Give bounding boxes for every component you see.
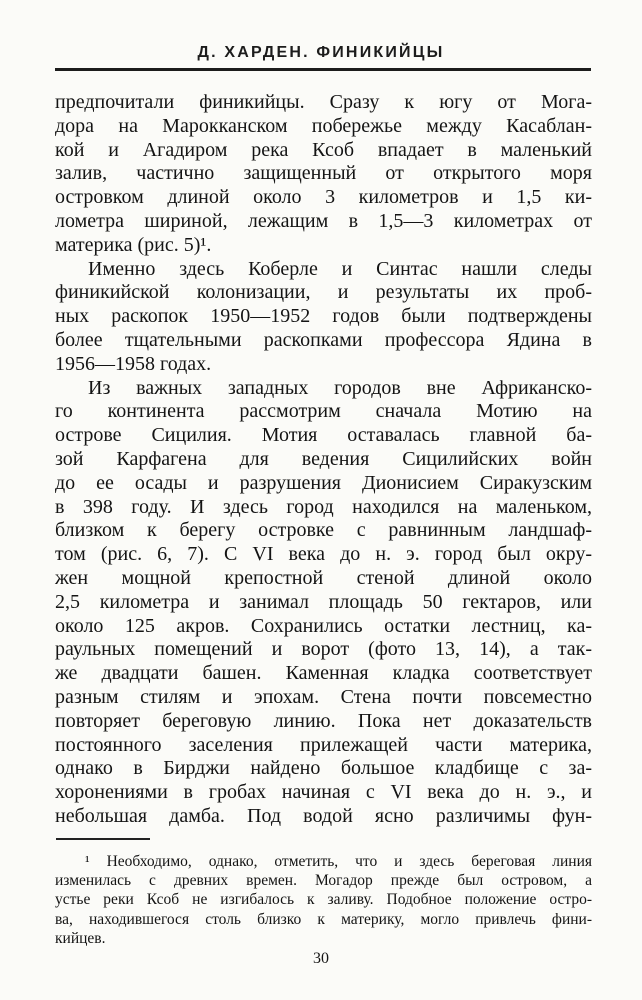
text-line: том (рис. 6, 7). С VI века до н. э. город был окру- [55,543,592,566]
paragraph [55,258,592,377]
text-line: финикийской колонизации, и результаты их проб- [55,281,592,304]
text-line: островком длиной около 3 километров и 1,5 ки- [55,186,592,209]
page-number: 30 [313,950,329,967]
text-line: хоронениями в гробах начиная с VI века до н. э., и [55,781,592,804]
text-line: острове Сицилия. Мотия оставалась главной ба- [55,424,592,447]
text-line: Из важных западных городов вне Африканско- [88,376,592,399]
text-line: до ее осады и разрушения Дионисием Сиракузским [55,471,592,494]
text-line: Именно здесь Коберле и Синтас нашли следы [88,257,592,280]
footnote-line: ва, находившегося столь близко к материку, могло привлечь фини- [55,910,592,928]
footnote-separator [56,838,150,840]
body-text [55,91,592,829]
text-line: однако в Бирджи найдено большое кладбище с за- [55,757,592,780]
text-line: лометра шириной, лежащим в 1,5—3 километрах от [55,209,592,232]
text-line: залив, частично защищенный от открытого моря [55,162,592,185]
text-line: раульных помещений и ворот (фото 13, 14), а так- [55,638,592,661]
text-line: же двадцати башен. Каменная кладка соответствует [55,662,592,685]
text-line: 1956—1958 годах. [55,352,212,375]
text-line: более тщательными раскопками профессора Ядина в [55,328,592,351]
text-line: в 398 году. И здесь город находился на маленьком, [55,495,592,518]
text-line: кой и Агадиром река Ксоб впадает в маленький [55,138,592,161]
text-line: повторяет береговую линию. Пока нет доказательств [55,709,592,732]
text-line: небольшая дамба. Под водой ясно различимы фун- [55,804,592,827]
header-rule [55,68,591,71]
text-line: постоянного заселения прилежащей части материка, [55,733,592,756]
footnote-line: изменилась с древних времен. Могадор прежде был островом, а [55,872,592,890]
paragraph [55,377,592,829]
text-line: ных раскопок 1950—1952 годов были подтверждены [55,305,592,328]
footnote [55,852,592,948]
footnote-line: устье реки Ксоб не изгибалось к заливу. Подобное положение остро- [55,891,592,909]
text-line: дора на Марокканском побережье между Касаблан- [55,114,592,137]
text-line: зой Карфагена для ведения Сицилийских войн [55,447,592,470]
text-line: предпочитали финикийцы. Сразу к югу от Мога- [55,91,592,113]
text-line: го континента рассмотрим сначала Мотию на [55,400,592,423]
text-line: разным стилям и эпохам. Стена почти повсеместно [55,685,592,708]
paragraph [55,91,592,258]
text-line: 2,5 километра и занимал площадь 50 гектаров, или [55,590,592,613]
running-head-title: Д. ХАРДЕН. ФИНИКИЙЦЫ [197,44,445,61]
text-line: жен мощной крепостной стеной длиной около [55,566,592,589]
text-line: близком к берегу островке с равнинным ландшаф- [55,519,592,542]
text-line: около 125 акров. Сохранились остатки лестниц, ка- [55,614,592,637]
footnote-line: ¹ Необходимо, однако, отметить, что и здесь береговая линия [85,853,592,870]
text-line: материка (рис. 5)¹. [55,233,212,256]
footnote-line: кийцев. [55,929,106,947]
paragraph [55,852,592,948]
